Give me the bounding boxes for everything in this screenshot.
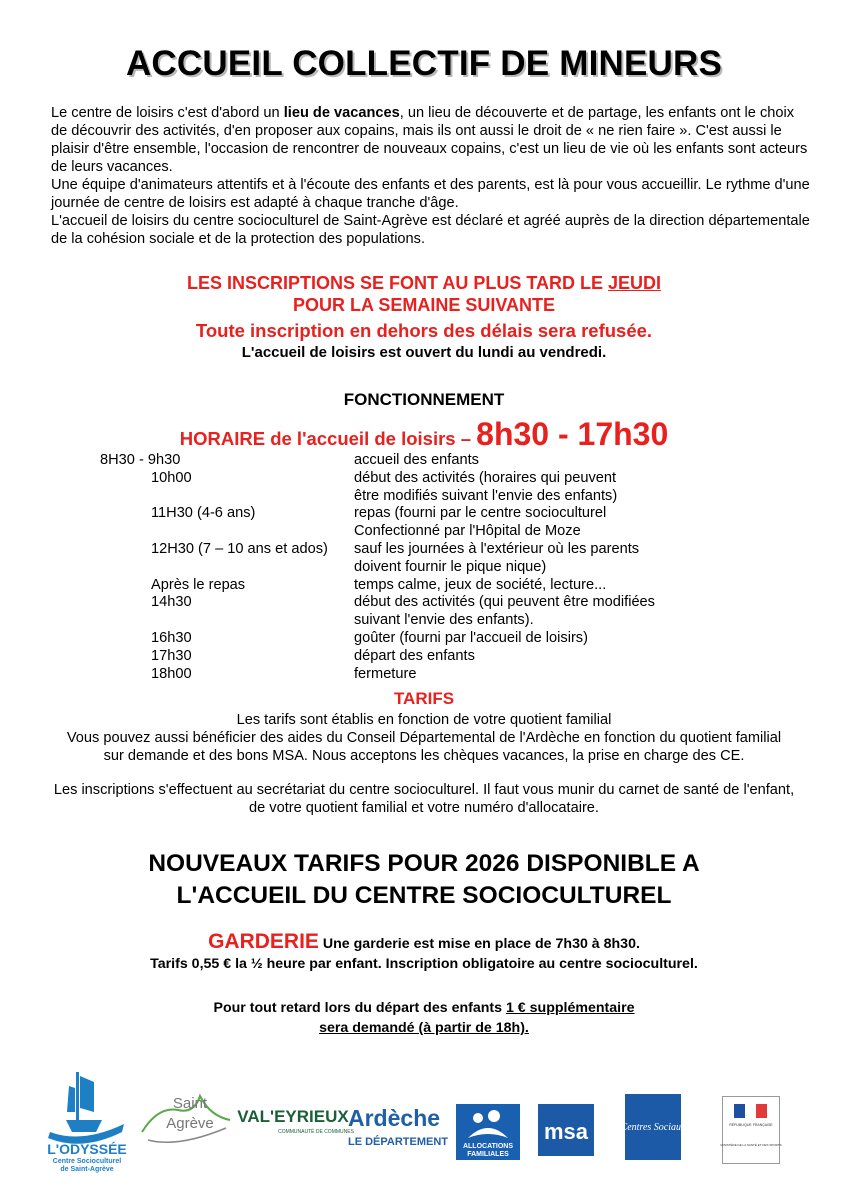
svg-text:Ardèche: Ardèche: [348, 1105, 441, 1131]
schedule-description: sauf les journées à l'extérieur où les parents: [354, 540, 640, 557]
schedule-time: Après le repas: [151, 576, 246, 593]
svg-text:de Saint-Agrève: de Saint-Agrève: [60, 1166, 114, 1173]
svg-text:FAMILIALES: FAMILIALES: [467, 1151, 509, 1158]
schedule-description: Confectionné par l'Hôpital de Moze: [354, 523, 581, 540]
svg-text:Centre Socioculturel: Centre Socioculturel: [52, 1158, 122, 1165]
centres-sociaux-logo: [620, 1094, 686, 1160]
svg-text:ALLOCATIONS: ALLOCATIONS: [462, 1143, 514, 1150]
odyssee-logo: [42, 1062, 132, 1172]
schedule-time: 16h30: [151, 629, 192, 646]
caf-logo: [456, 1104, 520, 1160]
schedule-time: [100, 559, 354, 577]
opening-days: L'accueil de loisirs est ouvert du lundi au vendredi.: [241, 344, 607, 361]
schedule-description: goûter (fourni par l'accueil de loisirs): [354, 629, 588, 646]
svg-text:Saint: Saint: [172, 1095, 208, 1112]
schedule-row: [100, 648, 714, 666]
schedule-description: début des activités (horaires qui peuvent: [354, 469, 617, 486]
schedule-time: [100, 523, 354, 541]
garderie-label: GARDERIE: [208, 930, 319, 953]
schedule-row: [100, 505, 714, 523]
inscriptions-info: Les inscriptions s'effectuent au secrétariat du centre socioculturel. Il faut vous munir du carnet de santé de l'enfant, de votre quotient familial et votre numéro d'allocataire.: [53, 782, 795, 816]
page-title: ACCUEIL COLLECTIF DE MINEURS: [125, 44, 723, 83]
schedule-description: repas (fourni par le centre socioculturel: [354, 505, 607, 522]
saint-agreve-logo: [138, 1086, 238, 1156]
svg-text:LE DÉPARTEMENT: LE DÉPARTEMENT: [348, 1136, 449, 1148]
schedule-description: suivant l'envie des enfants).: [354, 612, 534, 629]
retard-notice: Pour tout retard lors du départ des enfants 1 € supplémentaire sera demandé (à partir de 18h).: [213, 1000, 635, 1036]
schedule-time: 18h00: [151, 665, 192, 682]
schedule-row: [100, 470, 714, 488]
schedule-time: 11H30 (4-6 ans): [151, 505, 256, 522]
schedule-row: [100, 594, 714, 612]
schedule-time: 12H30 (7 – 10 ans et ados): [151, 540, 328, 557]
schedule-description: être modifiés suivant l'envie des enfants): [354, 487, 618, 504]
schedule-time: 10h00: [151, 469, 192, 486]
svg-text:MINISTÈRE DE LA SANTÉ ET DES S: MINISTÈRE DE LA SANTÉ ET DES SPORTS: [720, 1143, 782, 1147]
ardeche-logo: [344, 1100, 452, 1150]
svg-text:L'ODYSSÉE: L'ODYSSÉE: [47, 1141, 127, 1157]
horaire-heading: HORAIRE de l'accueil de loisirs – 8h30 - 17h30: [179, 416, 669, 452]
schedule-row: [100, 666, 714, 684]
svg-text:msa: msa: [543, 1119, 589, 1144]
schedule-description: départ des enfants: [354, 647, 475, 664]
schedule-time: 14h30: [151, 594, 192, 611]
svg-text:RÉPUBLIQUE FRANÇAISE: RÉPUBLIQUE FRANÇAISE: [729, 1123, 773, 1127]
schedule-time: [100, 612, 354, 630]
schedule-row: [100, 630, 714, 648]
inscription-refusal: Toute inscription en dehors des délais sera refusée.: [195, 320, 653, 341]
fonctionnement-heading: FONCTIONNEMENT: [343, 390, 505, 409]
nouveaux-tarifs: NOUVEAUX TARIFS POUR 2026 DISPONIBLE A L'ACCUEIL DU CENTRE SOCIOCULTUREL: [148, 850, 700, 909]
schedule-row: [100, 577, 714, 595]
intro-paragraph-2: Une équipe d'animateurs attentifs et à l'écoute des enfants et des parents, est là pour vous accueillir. Le rythme d'une journée de centre de loisirs est adapté à chaque tranche d'âge.: [51, 177, 810, 211]
schedule-table: [100, 452, 714, 683]
intro-paragraph-1: Le centre de loisirs c'est d'abord un lieu de vacances, un lieu de découverte et de partage, les enfants ont le choix de découvrir des activités, d'en proposer aux copains, mais ils ont aussi le droit de « ne rien faire ». C'est aussi le plaisir d'être ensemble, l'occasion de rencontrer de nouveaux copains, c'est un lieu de vie où les enfants sont acteurs de leurs vacances.: [51, 105, 808, 175]
garderie: GARDERIE Une garderie est mise en place de 7h30 à 8h30. Tarifs 0,55 € la ½ heure par enfant. Inscription obligatoire au centre socioculturel.: [150, 930, 698, 972]
schedule-row: [100, 488, 714, 506]
valeyrieux-logo: [237, 1102, 354, 1142]
msa-logo: [538, 1104, 594, 1156]
partner-logos: [0, 1062, 848, 1172]
svg-text:VAL'EYRIEUX: VAL'EYRIEUX: [237, 1107, 349, 1126]
schedule-time: 17h30: [151, 647, 192, 664]
schedule-description: doivent fournir le pique nique): [354, 558, 547, 575]
horaire-value: 8h30 - 17h30: [476, 416, 669, 452]
inscription-deadline: LES INSCRIPTIONS SE FONT AU PLUS TARD LE JEUDI POUR LA SEMAINE SUIVANTE: [186, 273, 662, 315]
schedule-time: [100, 488, 354, 506]
schedule-row: [100, 452, 714, 470]
schedule-row: [100, 559, 714, 577]
schedule-description: accueil des enfants: [354, 452, 479, 468]
intro-paragraph-3: L'accueil de loisirs du centre socioculturel de Saint-Agrève est déclaré et agréé auprès de la direction départementale de la cohésion sociale et de la protection des populations.: [51, 213, 810, 247]
schedule-description: début des activités (qui peuvent être modifiées: [354, 594, 655, 611]
schedule-row: [100, 541, 714, 559]
schedule-row: [100, 523, 714, 541]
schedule-row: [100, 612, 714, 630]
svg-text:Centres Sociaux: Centres Sociaux: [620, 1122, 686, 1133]
schedule-time: 8H30 - 9h30: [100, 452, 181, 468]
republique-logo: [722, 1096, 780, 1164]
tarifs-heading: TARIFS: [393, 689, 455, 708]
svg-text:COMMUNAUTÉ DE COMMUNES: COMMUNAUTÉ DE COMMUNES: [278, 1129, 354, 1135]
schedule-description: temps calme, jeux de société, lecture...: [354, 576, 607, 593]
intro-text: [51, 104, 811, 248]
tarifs-text: Les tarifs sont établis en fonction de votre quotient familial Vous pouvez aussi bénéficier des aides du Conseil Départemental de l'Ardèche en fonction du quotient familial sur demande et des bons MSA. Nous acceptons les chèques vacances, la prise en charge des CE.: [66, 712, 782, 764]
svg-text:Agrève: Agrève: [166, 1115, 214, 1132]
schedule-description: fermeture: [354, 665, 417, 682]
